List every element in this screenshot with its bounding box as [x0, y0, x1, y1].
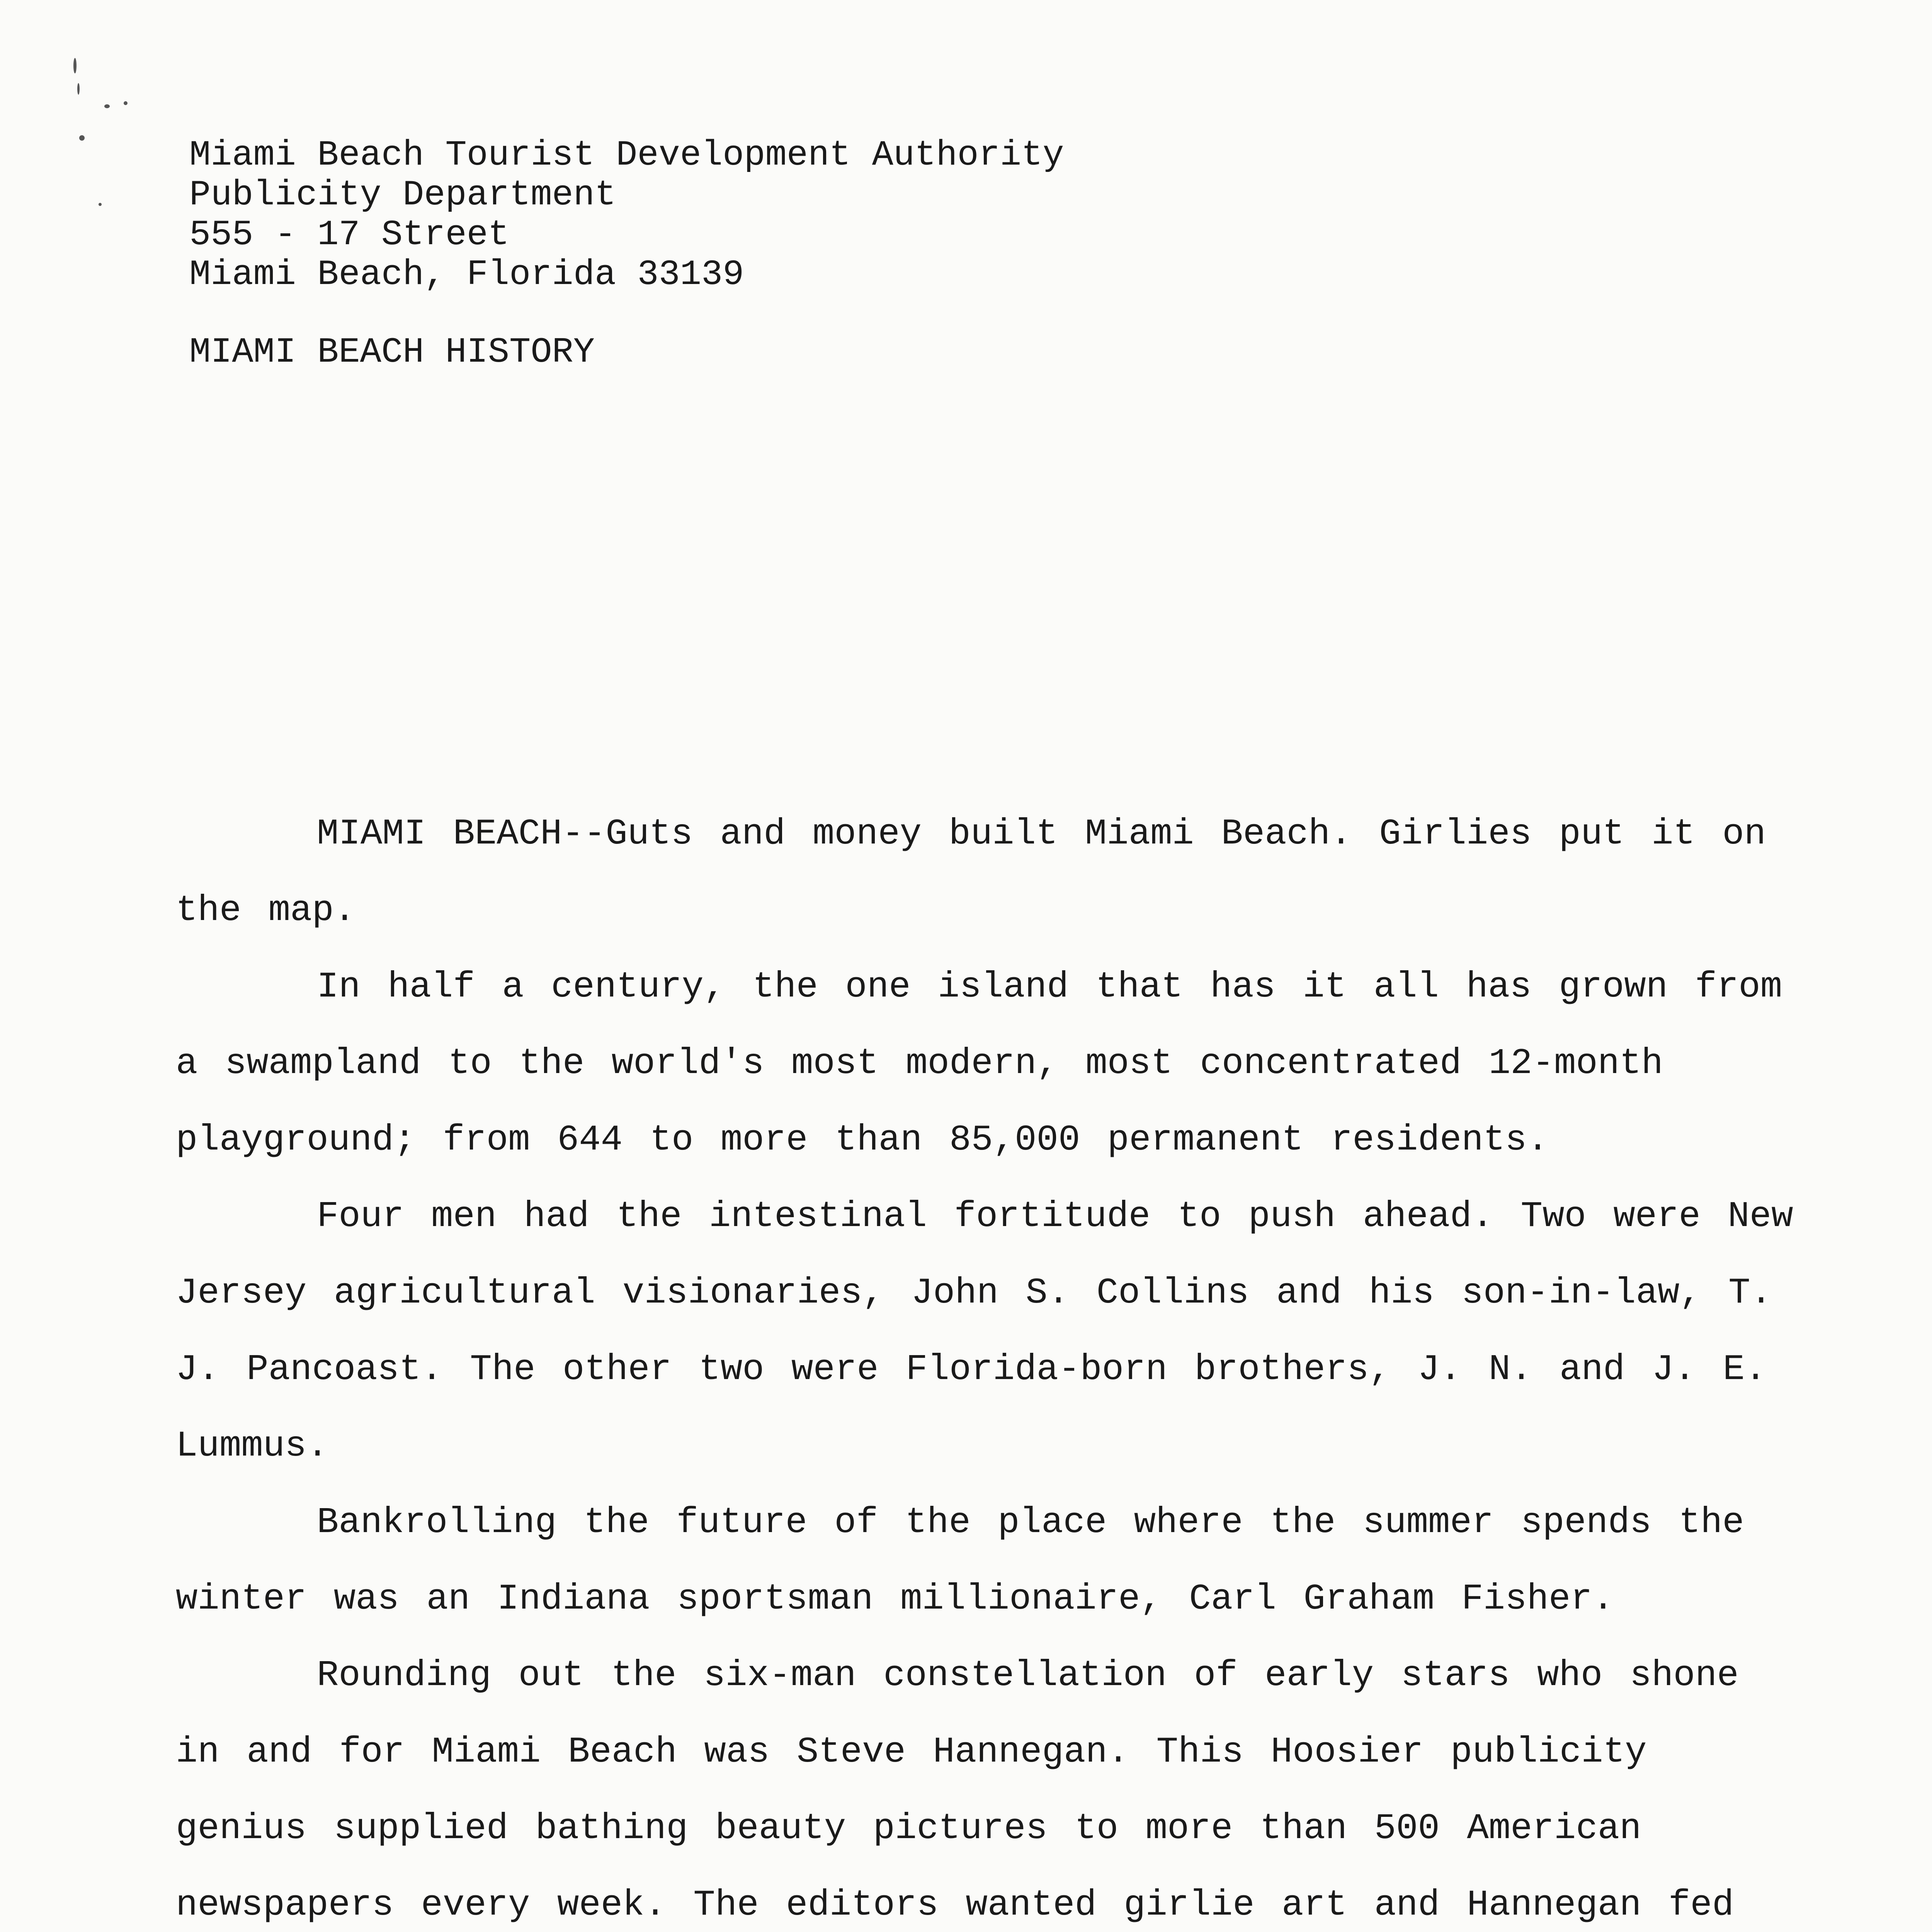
scan-speck: [99, 203, 102, 206]
paragraph: Four men had the intestinal fortitude to push ahead. Two were New Jersey agricultural visionaries, John S. Collins and his son-in-law, T. J. Pancoast. The other two were Florida-born brothers, J. N. and J. E. Lummus.: [176, 1196, 1793, 1467]
paragraph: Bankrolling the future of the place where the summer spends the winter was an Indiana sportsman millionaire, Carl Graham Fisher.: [176, 1502, 1744, 1620]
letterhead: [189, 135, 1064, 294]
letterhead-city: Miami Beach, Florida 33139: [189, 254, 744, 295]
scan-speck: [104, 104, 110, 108]
paragraph: MIAMI BEACH--Guts and money built Miami Beach. Girlies put it on the map.: [176, 814, 1766, 931]
scan-speck: [79, 135, 85, 141]
letterhead-department: Publicity Department: [189, 175, 616, 215]
body-text: [176, 796, 1803, 1932]
paragraph: In half a century, the one island that has it all has grown from a swampland to the world's most modern, most concentrated 12-month playground; from 644 to more than 85,000 permanent residents.: [176, 967, 1782, 1161]
paragraph: Rounding out the six-man constellation of early stars who shone in and for Miami Beach was Steve Hannegan. This Hoosier publicity genius supplied bathing beauty pictures to more than 500 American newspapers every week. The editors wanted girlie art and Hannegan fed: [176, 1655, 1739, 1926]
scan-speck: [73, 58, 77, 73]
scan-speck: [77, 83, 80, 95]
letterhead-organization: Miami Beach Tourist Development Authority: [189, 135, 1064, 175]
scan-speck: [124, 101, 128, 105]
document-title: MIAMI BEACH HISTORY: [189, 332, 595, 372]
letterhead-street: 555 - 17 Street: [189, 214, 510, 255]
